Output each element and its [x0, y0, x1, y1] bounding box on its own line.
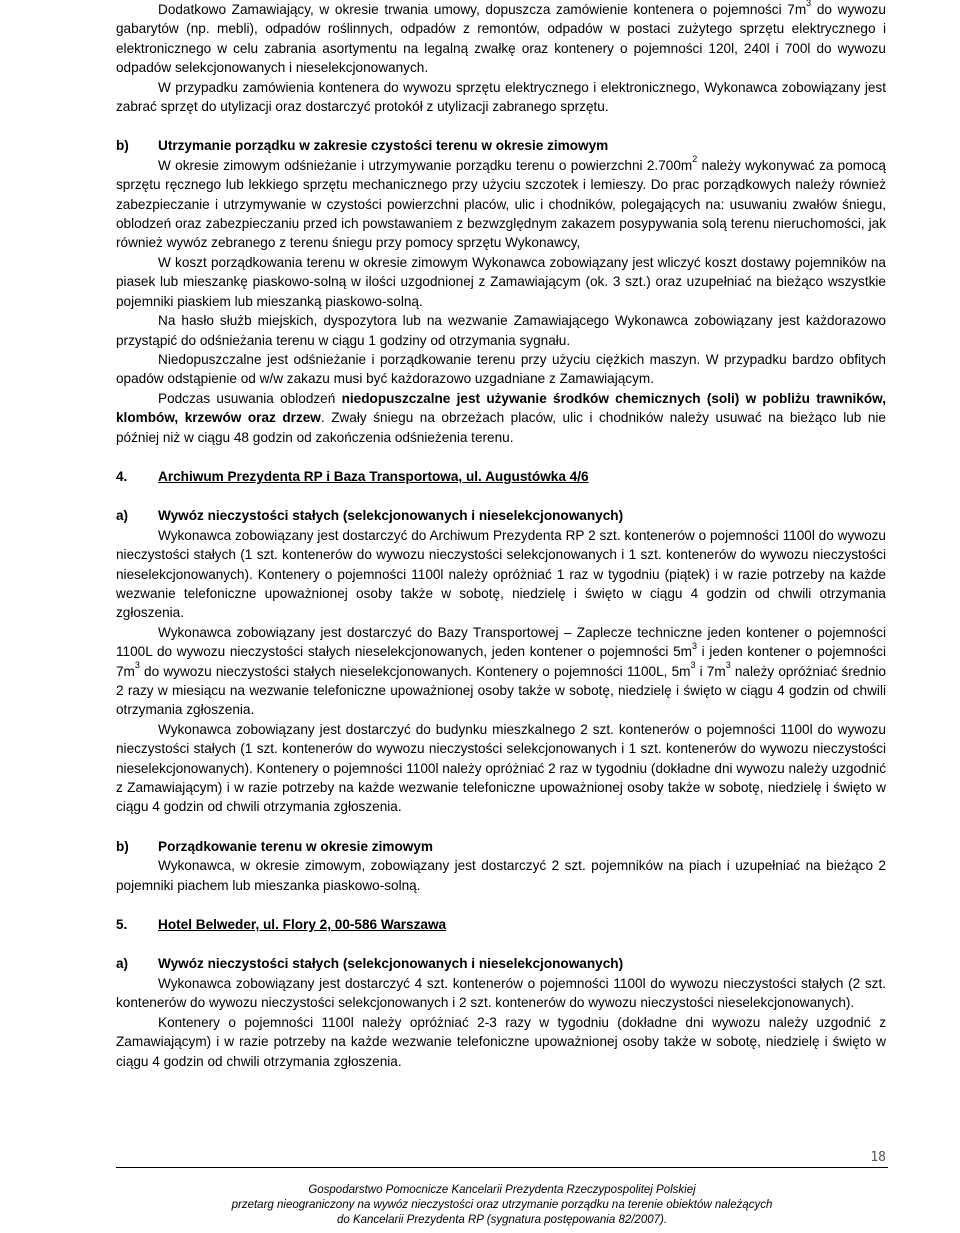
section-5a-paragraph-1: Wykonawca zobowiązany jest dostarczyć 4 szt. kontenerów o pojemności 1100l do wywozu nieczystości stałych (2 szt. kontenerów do wywozu nieczystości selekcjonowanych i 2 szt. kontenerów do wywozu nieczystości nieselekcjonowanych). [116, 975, 886, 1011]
winter-paragraph-1: W okresie zimowym odśnieżanie i utrzymywanie porządku terenu o powierzchni $2.700m^2$ należy wykonywać za pomocą sprzętu ręcznego lub lekkiego sprzętu mechanicznego przy użyciu szczotek i lemieszy. Do prac porządkowych należy również zabezpieczanie i utrzymywanie w czystości powierzchni placów, ulic i chodników, polegających na: usuwaniu zwałów śniegu, oblodzeń oraz zabezpieczaniu przed ich powstawaniem z bezwzględnym zakazem posypywania solą terenu nieruchomości, jak również wywóz zebranego z terenu śniegu przy pomocy sprzętu Wykonawcy, [116, 154, 886, 251]
section-4-heading: 4. Archiwum Prezydenta RP i Baza Transportowa, ul. Augustówka 4/6 [116, 468, 589, 484]
section-5a-paragraph-2: Kontenery o pojemności 1100l należy opróżniać 2-3 razy w tygodniu (dokładne dni wywozu należy uzgodnić z Zamawiającym) i w razie potrzeby na każde wezwanie telefoniczne upoważnionej osoby także w sobotę, niedzielę i święto w ciągu 4 godzin od chwili otrzymania zgłoszenia. [116, 1014, 886, 1069]
intro-paragraph: Dodatkowo Zamawiający, w okresie trwania umowy, dopuszcza zamówienie kontenera o pojemności $7m^3$ do wywozu gabarytów (np. mebli), odpadów roślinnych, odpadów z remontów, odpadów w postaci zużytego sprzętu elektrycznego i elektronicznego w celu zabrania asortymentu na legalną zwałkę oraz kontenery o pojemności 120l, 240l i 700l do wywozu odpadów selekcjonowanych i nieselekcjonowanych. [116, 0, 886, 76]
winter-paragraph-3: Na hasło służb miejskich, dyspozytora lub na wezwanie Zamawiającego Wykonawca zobowiązany jest każdorazowo przystąpić do odśnieżania terenu w ciągu 1 godziny od otrzymania sygnału. [116, 313, 886, 348]
section-4a-paragraph-3: Wykonawca zobowiązany jest dostarczyć do budynku mieszkalnego 2 szt. kontenerów o pojemności 1100l do wywozu nieczystości stałych (1 szt. kontenerów do wywozu nieczystości selekcjonowanych i 1 szt. kontenerów do wywozu nieczystości nieselekcjonowanych). Kontenery o pojemności 1100l należy opróżniać 2 raz w tygodniu (dokładne dni wywozu należy uzgodnić z Zamawiającym) i w razie potrzeby na każde wezwanie telefoniczne upoważnionej osoby także w sobotę, niedzielę i święto w ciągu 4 godzin od chwili otrzymania zgłoszenia. [116, 721, 886, 815]
section-4b-heading: b) Porządkowanie terenu w okresie zimowym [116, 838, 433, 854]
footer-divider [116, 1167, 888, 1168]
section-b-winter-heading: b) Utrzymanie porządku w zakresie czystości terenu w okresie zimowym [116, 138, 609, 154]
intro-paragraph-2: W przypadku zamówienia kontenera do wywozu sprzętu elektrycznego i elektronicznego, Wykonawca zobowiązany jest zabrać sprzęt do utylizacji oraz dostarczyć protokół z utylizacji zabranego sprzętu. [116, 79, 886, 115]
document-page [116, 0, 886, 1071]
page-footer [116, 1183, 888, 1228]
footer-line-2: przetarg nieograniczony na wywóz nieczystości oraz utrzymanie porządku na terenie obiektów należących [231, 1199, 773, 1211]
section-4a-paragraph-2: Wykonawca zobowiązany jest dostarczyć do Bazy Transportowej – Zaplecze techniczne jeden kontener o pojemności 1100L do wywozu nieczystości stałych nieselekcjonowanych, jeden kontener o pojemności $5m^3$ i jeden kontener o pojemności $7m^3$ do wywozu nieczystości stałych nieselekcjonowanych. Kontenery o pojemności 1100L, $5m^3$ i $7m^3$ należy opróżniać średnio 2 razy w miesiącu na wezwanie telefoniczne upoważnionej osoby także w sobotę, niedzielę i święto w ciągu 4 godzin od chwili otrzymania zgłoszenia. [116, 624, 886, 718]
winter-paragraph-2: W koszt porządkowania terenu w okresie zimowym Wykonawca zobowiązany jest wliczyć koszt dostawy pojemników na piasek lub mieszankę piaskowo-solną w ilości uzgodnionej z Zamawiającym (ok. 3 szt.) oraz uzupełniać na bieżąco wszystkie pojemniki piaskiem lub mieszanką piaskowo-solną. [116, 254, 886, 309]
section-5-heading: 5. Hotel Belweder, ul. Flory 2, 00-586 Warszawa [116, 917, 447, 933]
section-4a-paragraph-1: Wykonawca zobowiązany jest dostarczyć do Archiwum Prezydenta RP 2 szt. kontenerów o pojemności 1100l do wywozu nieczystości stałych (1 szt. kontenerów do wywozu nieczystości selekcjonowanych i 1 szt. kontenerów do wywozu nieczystości nieselekcjonowanych). Kontenery o pojemności 1100l należy opróżniać 1 raz w tygodniu (piątek) i w razie potrzeby na każde wezwanie telefoniczne upoważnionej osoby także w sobotę, niedzielę i święto w ciągu 4 godzin od chwili otrzymania zgłoszenia. [116, 527, 886, 621]
section-4b-paragraph-1: Wykonawca, w okresie zimowym, zobowiązany jest dostarczyć 2 szt. pojemników na piach i uzupełniać na bieżąco 2 pojemniki piachem lub mieszanka piaskowo-solną. [116, 858, 886, 893]
section-4a-heading: a) Wywóz nieczystości stałych (selekcjonowanych i nieselekcjonowanych) [116, 508, 624, 524]
section-5a-heading: a) Wywóz nieczystości stałych (selekcjonowanych i nieselekcjonowanych) [116, 956, 624, 972]
winter-paragraph-4: Niedopuszczalne jest odśnieżanie i porządkowanie terenu przy użyciu ciężkich maszyn. W przypadku bardzo obfitych opadów odstąpienie od w/w zakazu musi być każdorazowo uzgadniane z Zamawiającym. [116, 351, 886, 387]
footer-line-1: Gospodarstwo Pomocnicze Kancelarii Prezydenta Rzeczypospolitej Polskiej [308, 1184, 696, 1196]
footer-line-3: do Kancelarii Prezydenta RP (sygnatura postępowania 82/2007). [336, 1214, 668, 1226]
winter-paragraph-5: Podczas usuwania oblodzeń niedopuszczalne jest używanie środków chemicznych (soli) w pobliżu trawników, klombów, krzewów oraz drzew. Zwały śniegu na obrzeżach placów, ulic i chodników należy usuwać na bieżąco lub nie później niż w ciągu 48 godzin od zakończenia odśnieżenia terenu. [116, 390, 886, 445]
page-number: 18 [870, 1150, 886, 1165]
